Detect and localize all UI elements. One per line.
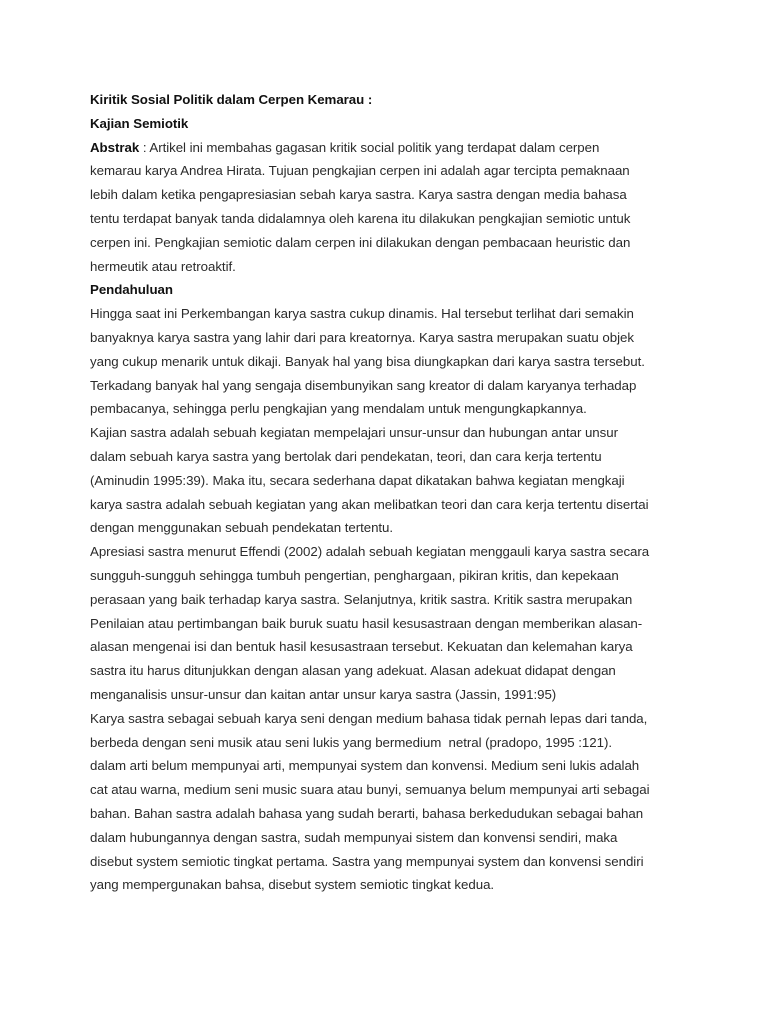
body-line: (Aminudin 1995:39). Maka itu, secara sederhana dapat dikatakan bahwa kegiatan mengkaji [90,472,625,488]
abstract-line [90,136,682,160]
body-line: Terkadang banyak hal yang sengaja disembunyikan sang kreator di dalam karyanya terhadap [90,377,637,393]
body-line: banyaknya karya sastra yang lahir dari para kreatornya. Karya sastra merupakan suatu objek [90,329,634,345]
body-line: disebut system semiotic tingkat pertama. Sastra yang mempunyai system dan konvensi sendiri [90,853,644,869]
body-line: dalam hubungannya dengan sastra, sudah mempunyai sistem dan konvensi sendiri, maka [90,829,618,845]
body-line: Apresiasi sastra menurut Effendi (2002) adalah sebuah kegiatan menggauli karya sastra secara [90,544,650,560]
abstract-line: kemarau karya Andrea Hirata. Tujuan pengkajian cerpen ini adalah agar tercipta pemaknaan [90,163,630,179]
body-line: dalam arti belum mempunyai arti, mempunyai system dan konvensi. Medium seni lukis adalah [90,758,640,774]
body-line: Karya sastra sebagai sebuah karya seni dengan medium bahasa tidak pernah lepas dari tanda, [90,710,648,726]
body-line: menganalisis unsur-unsur dan kaitan antar unsur karya sastra (Jassin, 1991:95) [90,686,557,702]
body-line: pembacanya, sehingga perlu pengkajian yang mendalam untuk mengungkapkannya. [90,401,587,417]
body-line: Kajian sastra adalah sebuah kegiatan mempelajari unsur-unsur dan hubungan antar unsur [90,425,618,441]
body-line: karya sastra adalah sebuah kegiatan yang akan melibatkan teori dan cara kerja tertentu disertai [90,496,649,512]
abstract-label: Abstrak [90,139,140,155]
body-line: perasaan yang baik terhadap karya sastra. Selanjutnya, kritik sastra. Kritik sastra merupakan [90,591,633,607]
body-line: Penilaian atau pertimbangan baik buruk suatu hasil kesusastraan dengan memberikan alasan- [90,615,643,631]
body-line: alasan mengenai isi dan bentuk hasil kesusastraan tersebut. Kekuatan dan kelemahan karya [90,639,633,655]
abstract-line: tentu terdapat banyak tanda didalamnya oleh karena itu dilakukan pengkajian semiotic untuk [90,210,631,226]
abstract-line: cerpen ini. Pengkajian semiotic dalam cerpen ini dilakukan dengan pembacaan heuristic dan [90,234,631,250]
abstract-line: lebih dalam ketika pengapresiasian sebah karya sastra. Karya sastra dengan media bahasa [90,187,627,203]
body-line: berbeda dengan seni musik atau seni lukis yang bermedium netral (pradopo, 1995 :121). [90,734,612,750]
abstract-text: : Artikel ini membahas gagasan kritik social politik yang terdapat dalam cerpen [139,139,600,155]
document-content [90,88,682,897]
body-line: cat atau warna, medium seni music suara atau bunyi, semuanya belum mempunyai arti sebagai [90,782,650,798]
body-line: bahan. Bahan sastra adalah bahasa yang sudah berarti, bahasa berkedudukan sebagai bahan [90,805,644,821]
body-line: sungguh-sungguh sehingga tumbuh pengertian, penghargaan, pikiran kritis, dan kepekaan [90,567,619,583]
document-title-line-1: Kiritik Sosial Politik dalam Cerpen Kemarau : [90,92,373,107]
body-line: dengan menggunakan sebuah pendekatan tertentu. [90,520,394,536]
body-line: yang mempergunakan bahsa, disebut system semiotic tingkat kedua. [90,877,495,893]
document-title-line-2: Kajian Semiotik [90,115,189,131]
abstract-line: hermeutik atau retroaktif. [90,258,236,274]
body-line: dalam sebuah karya sastra yang bertolak dari pendekatan, teori, dan cara kerja tertentu [90,448,602,464]
body-line: sastra itu harus ditunjukkan dengan alasan yang adekuat. Alasan adekuat didapat dengan [90,663,616,679]
section-heading-pendahuluan: Pendahuluan [90,282,173,298]
body-line: Hingga saat ini Perkembangan karya sastra cukup dinamis. Hal tersebut terlihat dari semakin [90,306,634,322]
body-line: yang cukup menarik untuk dikaji. Banyak hal yang bisa diungkapkan dari karya sastra tersebut. [90,353,645,369]
